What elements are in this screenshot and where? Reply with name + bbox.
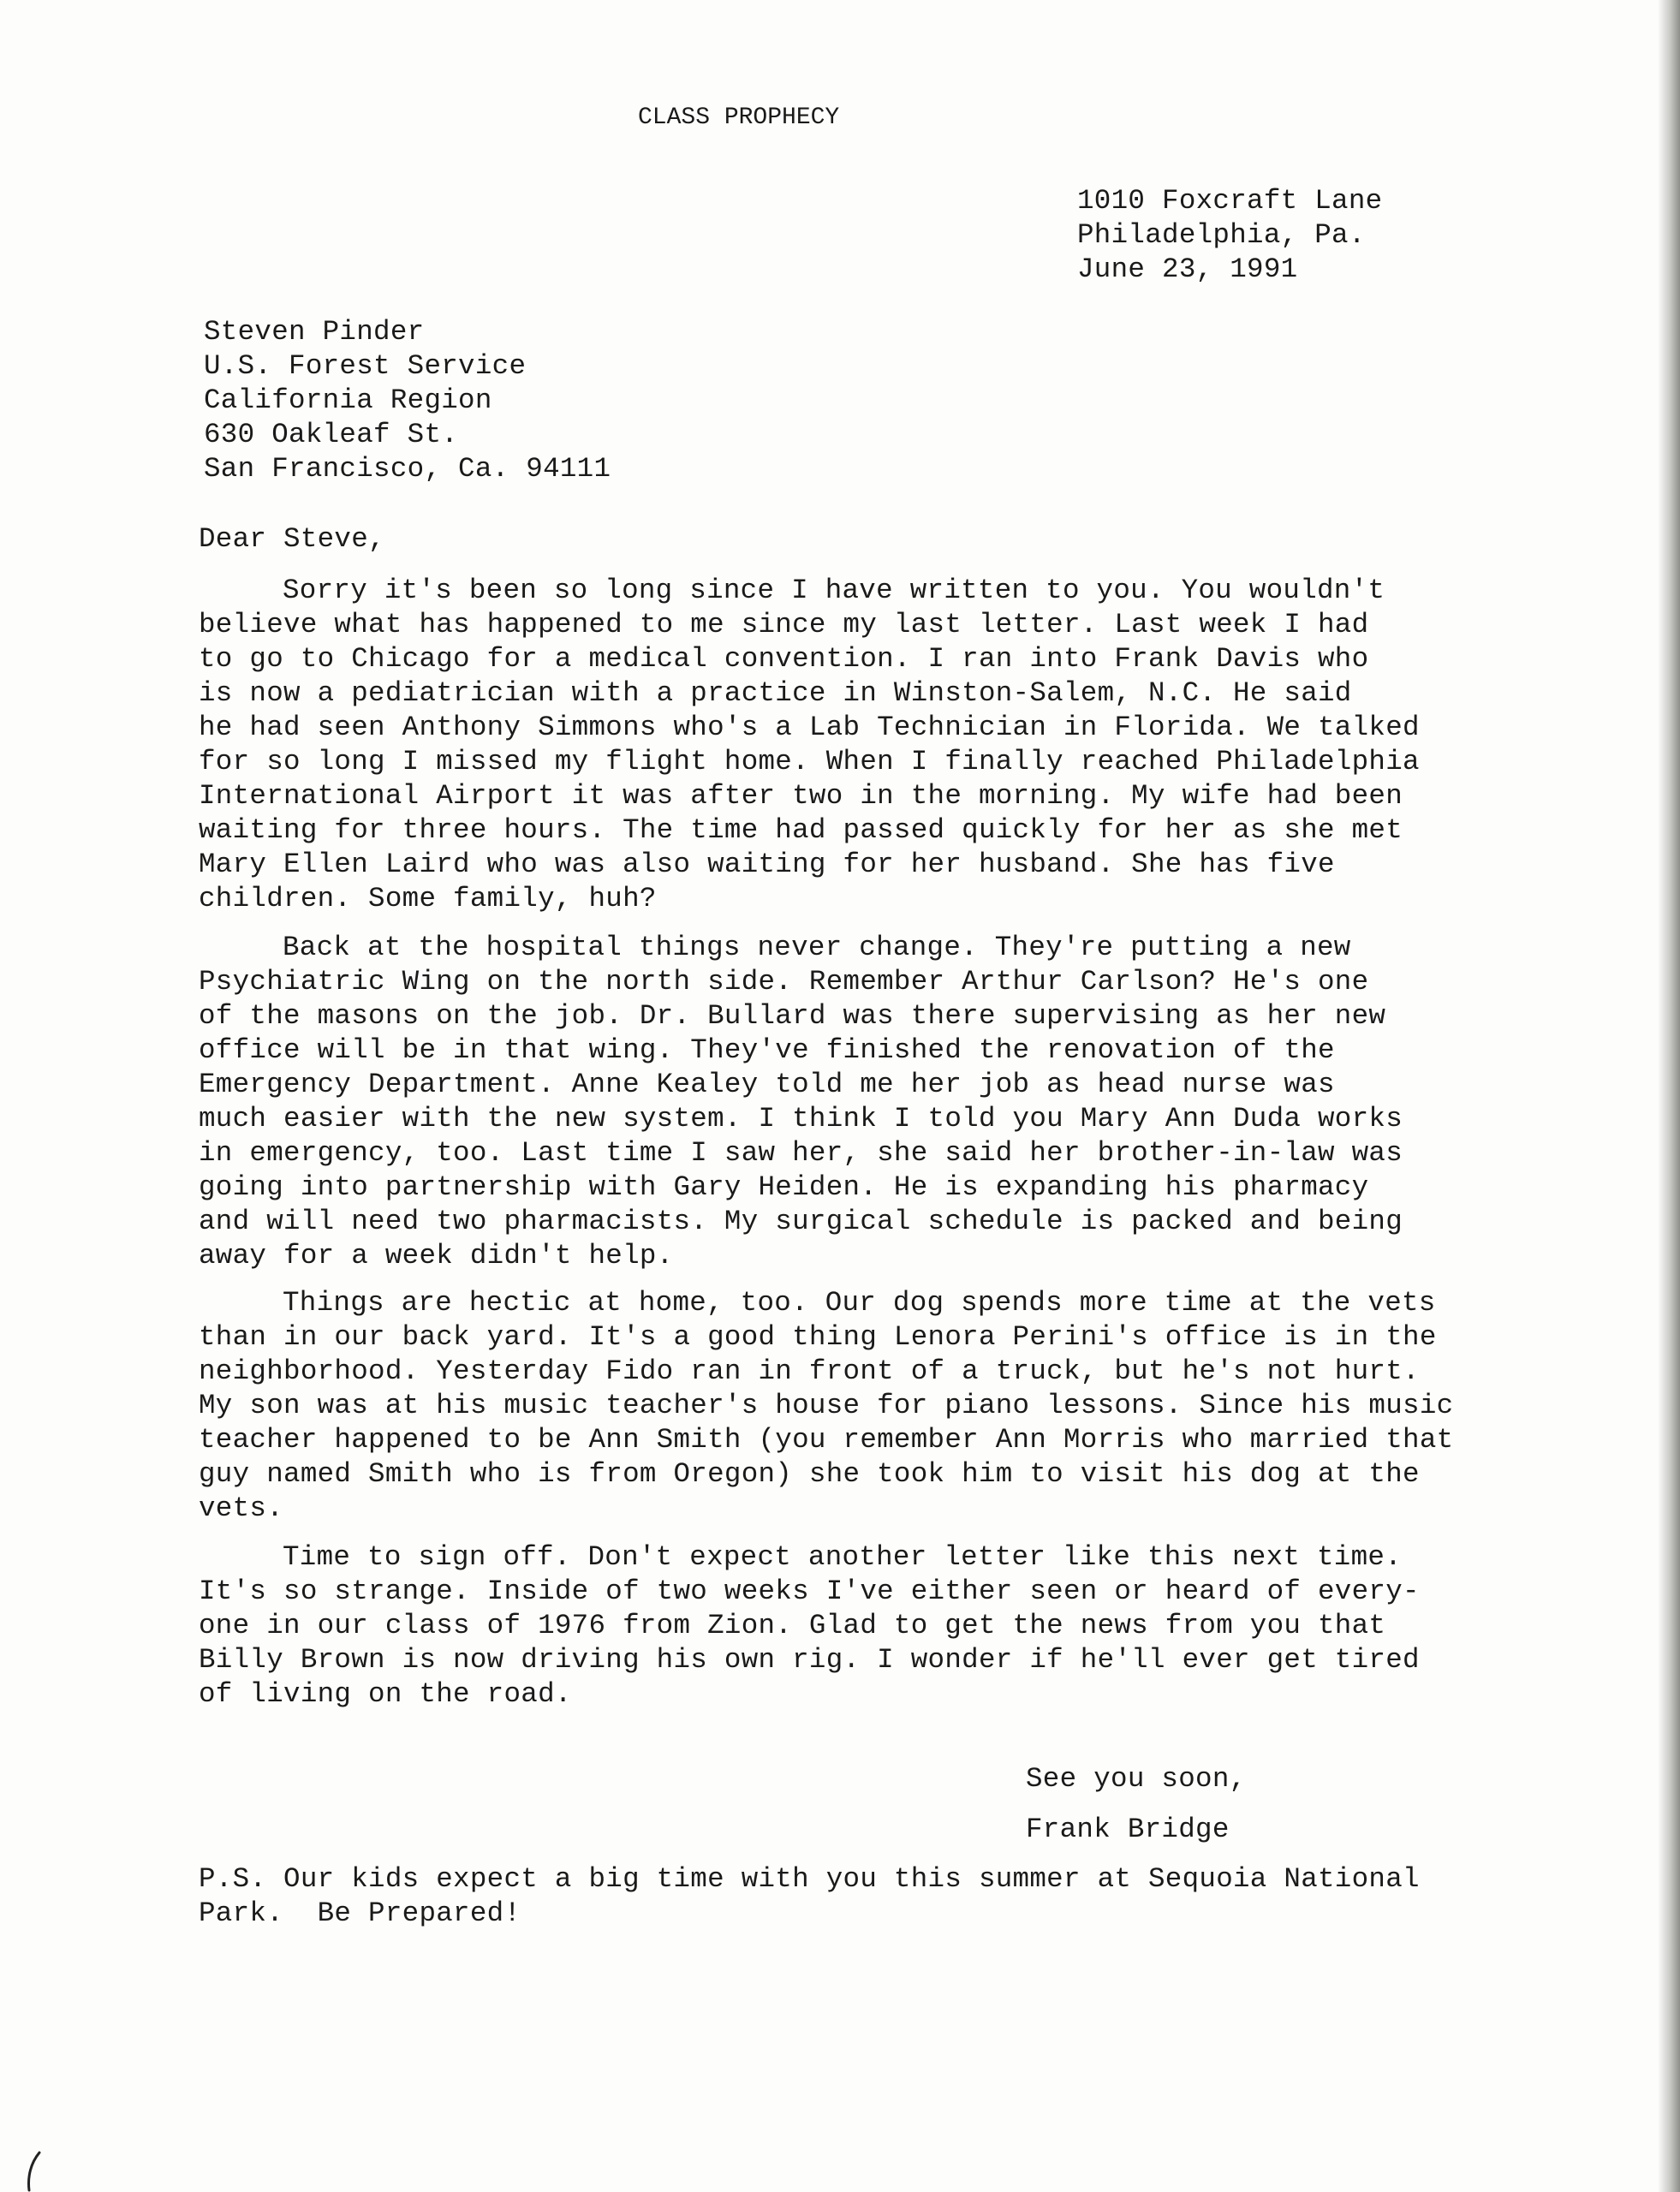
body-paragraph-2 — [199, 931, 1500, 1273]
paragraph-line: and will need two pharmacists. My surgical schedule is packed and being — [199, 1206, 1403, 1237]
paragraph-line: believe what has happened to me since my last letter. Last week I had — [199, 609, 1369, 640]
salutation: Dear Steve, — [199, 523, 385, 555]
body-paragraph-1 — [199, 574, 1500, 916]
paragraph-line: Billy Brown is now driving his own rig. I wonder if he'll ever get tired — [199, 1644, 1420, 1676]
page-edge-shadow — [1658, 0, 1680, 2192]
paragraph-line: to go to Chicago for a medical convention. I ran into Frank Davis who — [199, 643, 1369, 675]
paragraph-line: Psychiatric Wing on the north side. Remember Arthur Carlson? He's one — [199, 966, 1369, 998]
letter-date: June 23, 1991 — [1077, 253, 1298, 285]
recipient-address-line: California Region — [204, 384, 492, 416]
paragraph-line: than in our back yard. It's a good thing Lenora Perini's office is in the — [199, 1321, 1437, 1353]
paragraph-line: vets. — [199, 1492, 284, 1524]
recipient-name: Steven Pinder — [204, 316, 425, 348]
paragraph-line: It's so strange. Inside of two weeks I've either seen or heard of every- — [199, 1576, 1420, 1607]
recipient-address-line: San Francisco, Ca. 94111 — [204, 453, 611, 485]
paragraph-line: he had seen Anthony Simmons who's a Lab Technician in Florida. We talked — [199, 712, 1420, 743]
postscript-line: Park. Be Prepared! — [199, 1897, 521, 1929]
sender-address-line: 1010 Foxcraft Lane — [1077, 185, 1383, 217]
page-title: CLASS PROPHECY — [638, 104, 840, 131]
recipient-address-line: 630 Oakleaf St. — [204, 419, 459, 450]
paragraph-line: in emergency, too. Last time I saw her, she said her brother-in-law was — [199, 1137, 1403, 1169]
paragraph-line: one in our class of 1976 from Zion. Glad to get the news from you that — [199, 1610, 1386, 1641]
postscript — [199, 1862, 1500, 1931]
closing: See you soon, — [1026, 1763, 1247, 1795]
recipient-address — [204, 315, 611, 486]
paragraph-line: of the masons on the job. Dr. Bullard was there supervising as her new — [199, 1000, 1386, 1032]
paragraph-line: Mary Ellen Laird who was also waiting for her husband. She has five — [199, 849, 1335, 880]
body-paragraph-3 — [199, 1286, 1500, 1526]
pen-mark — [24, 2151, 43, 2192]
paragraph-line: for so long I missed my flight home. When I finally reached Philadelphia — [199, 746, 1420, 777]
paragraph-line: office will be in that wing. They've finished the renovation of the — [199, 1034, 1335, 1066]
paragraph-line: Things are hectic at home, too. Our dog spends more time at the vets — [283, 1287, 1436, 1319]
paragraph-line: teacher happened to be Ann Smith (you remember Ann Morris who married that — [199, 1424, 1454, 1456]
body-paragraph-4 — [199, 1540, 1500, 1712]
paragraph-line: away for a week didn't help. — [199, 1240, 674, 1272]
postscript-line: P.S. Our kids expect a big time with you this summer at Sequoia National — [199, 1863, 1420, 1895]
sender-address — [1077, 184, 1382, 287]
paragraph-line: Back at the hospital things never change. They're putting a new — [283, 932, 1351, 963]
paragraph-line: waiting for three hours. The time had passed quickly for her as she met — [199, 814, 1403, 846]
recipient-address-line: U.S. Forest Service — [204, 350, 527, 382]
paragraph-line: International Airport it was after two in the morning. My wife had been — [199, 780, 1403, 812]
paragraph-line: is now a pediatrician with a practice in Winston-Salem, N.C. He said — [199, 677, 1352, 709]
paragraph-line: Sorry it's been so long since I have written to you. You wouldn't — [283, 575, 1385, 606]
paragraph-line: neighborhood. Yesterday Fido ran in front of a truck, but he's not hurt. — [199, 1355, 1420, 1387]
signature: Frank Bridge — [1026, 1814, 1230, 1845]
paragraph-line: much easier with the new system. I think I told you Mary Ann Duda works — [199, 1103, 1403, 1135]
paragraph-line: children. Some family, huh? — [199, 883, 657, 914]
sender-address-line: Philadelphia, Pa. — [1077, 219, 1366, 251]
paragraph-line: going into partnership with Gary Heiden. He is expanding his pharmacy — [199, 1171, 1369, 1203]
paragraph-line: of living on the road. — [199, 1678, 572, 1710]
paragraph-line: guy named Smith who is from Oregon) she took him to visit his dog at the — [199, 1458, 1420, 1490]
paragraph-line: Time to sign off. Don't expect another letter like this next time. — [283, 1541, 1403, 1573]
paragraph-line: Emergency Department. Anne Kealey told me her job as head nurse was — [199, 1069, 1335, 1100]
paragraph-line: My son was at his music teacher's house for piano lessons. Since his music — [199, 1390, 1454, 1421]
